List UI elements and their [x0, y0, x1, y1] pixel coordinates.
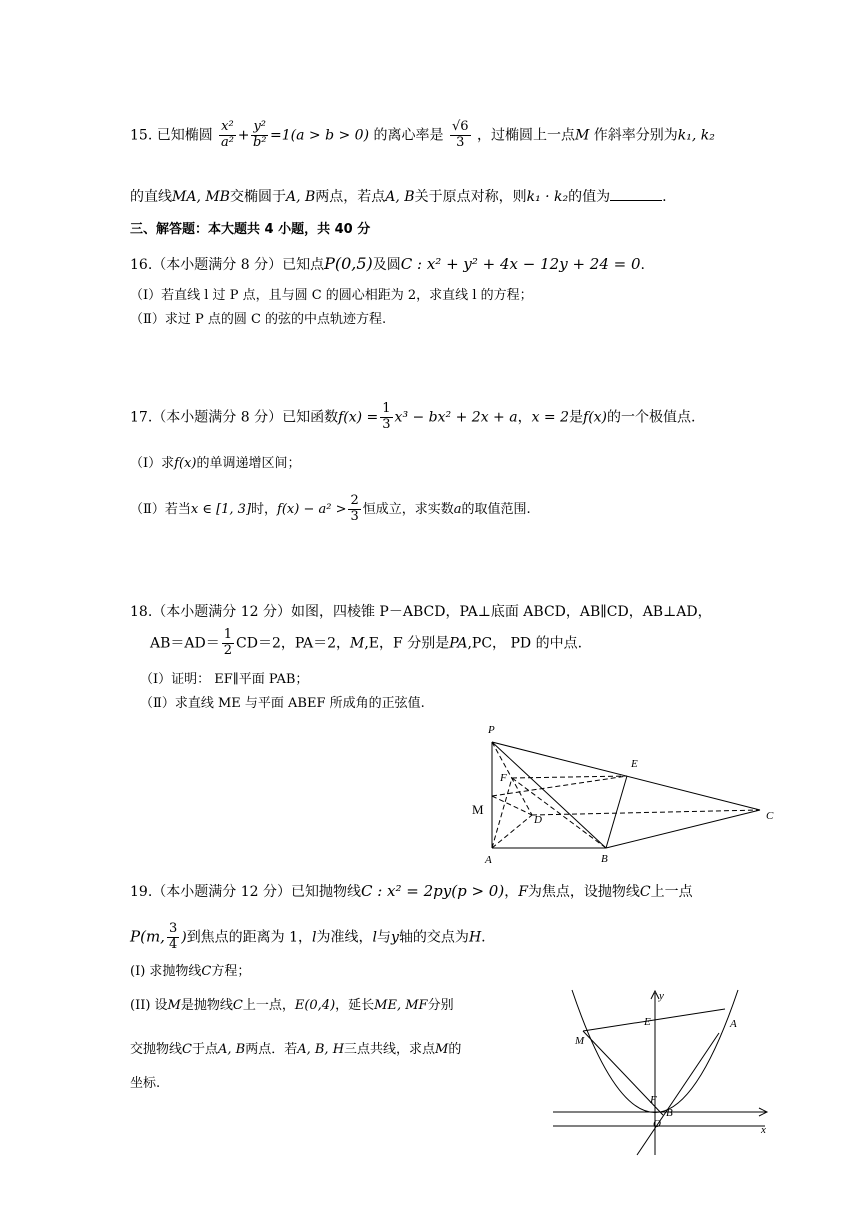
label-M: M: [575, 1035, 585, 1047]
q19-part1: (I) 求抛物线C方程；: [130, 964, 251, 979]
q15-line1: 15. 已知椭圆 $\frac{\text{x²}}{\text{a²}}$ + $\frac{\text{y²}}{\text{b²}}$ =1(a > b > 0) 的离心率是 $\frac{√6}{3}$ ，过椭圆上一点M 作斜率分别为k₁, k₂: [130, 119, 715, 150]
q18-part1: （Ⅰ）证明： EF∥平面 PAB；: [140, 672, 309, 687]
q19-header: 19.（本小题满分 12 分）已知抛物线C : x² = 2py(p > 0)，F为焦点，设抛物线C上一点: [130, 882, 693, 900]
ellipse-y-fraction: $\frac{\text{y²}}{\text{b²}}$: [252, 119, 267, 150]
q15-line2: 的直线MA, MB交椭圆于A, B两点，若点A, B关于原点对称，则k₁ · k₂的值为 .: [130, 189, 667, 205]
label-M: M: [472, 802, 484, 817]
label-A: A: [485, 854, 492, 866]
q19-part2: (II) 设M是抛物线C上一点，E(0,4)，延长ME, MF分别: [130, 998, 454, 1013]
section-heading: 三、解答题：本大题共 4 小题，共 40 分: [130, 222, 371, 237]
pyramid-figure: [460, 715, 790, 870]
label-E: E: [631, 758, 638, 770]
q16-header: 16.（本小题满分 8 分）已知点P(0,5)及圆C : x² + y² + 4x − 12y + 24 = 0.: [130, 254, 645, 273]
axis-label-x: x: [761, 1124, 766, 1136]
label-P: P: [488, 724, 495, 736]
label-C: C: [766, 810, 774, 822]
label-B: B: [601, 853, 608, 865]
ellipse-condition: =1(a > b > 0): [270, 127, 370, 144]
q17-part1: （Ⅰ）求f(x)的单调递增区间；: [130, 456, 301, 471]
label-D: D: [534, 814, 542, 826]
q15-number: 15.: [130, 127, 153, 144]
label-O: O: [653, 1118, 661, 1130]
slopes: k₁, k₂: [677, 127, 715, 144]
eccentricity-fraction: $\frac{√6}{3}$: [451, 119, 469, 150]
label-A: A: [730, 1018, 737, 1030]
q18-line2: AB＝AD＝ $\frac{1}{2}$ CD＝2，PA＝2，M,E，F 分别是PA,PC， PD 的中点.: [150, 627, 583, 658]
q18-part2: （Ⅱ）求直线 ME 与平面 ABEF 所成角的正弦值.: [140, 696, 425, 711]
q18-line1: 18.（本小题满分 12 分）如图，四棱锥 P－ABCD，PA⊥底面 ABCD，AB∥CD，AB⊥AD，: [130, 604, 712, 620]
ellipse-x-fraction: $\frac{\text{x²}}{\text{a²}}$: [220, 119, 234, 150]
answer-blank: [610, 188, 662, 201]
q16-part1: （Ⅰ）若直线 l 过 P 点，且与圆 C 的圆心相距为 2，求直线 l 的方程；: [130, 288, 533, 303]
label-B: B: [666, 1107, 673, 1119]
q16-part2: （Ⅱ）求过 P 点的圆 C 的弦的中点轨迹方程.: [130, 312, 387, 327]
q17-part2: （Ⅱ）若当x ∈ [1, 3]时，f(x) − a² > $\frac{2}{3}$ 恒成立，求实数a的取值范围.: [130, 493, 531, 524]
q19-line2: P(m, $\frac{3}{4}$ )到焦点的距离为 1，l为准线，l与y轴的交点为H.: [130, 921, 486, 952]
parabola-figure: [545, 985, 775, 1160]
q15-text: 已知椭圆: [156, 127, 213, 144]
label-F: F: [500, 772, 507, 784]
q17-header: 17.（本小题满分 8 分）已知函数f(x) = $\frac{1}{3}$ x³ − bx² + 2x + a，x = 2是f(x)的一个极值点.: [130, 401, 696, 432]
q19-part2-end: 坐标.: [130, 1076, 161, 1091]
label-E: E: [644, 1016, 651, 1028]
q19-part2-cont: 交抛物线C于点A, B两点．若A, B, H三点共线，求点M的: [130, 1042, 462, 1057]
label-F: F: [650, 1094, 657, 1106]
axis-label-y: y: [659, 990, 664, 1002]
